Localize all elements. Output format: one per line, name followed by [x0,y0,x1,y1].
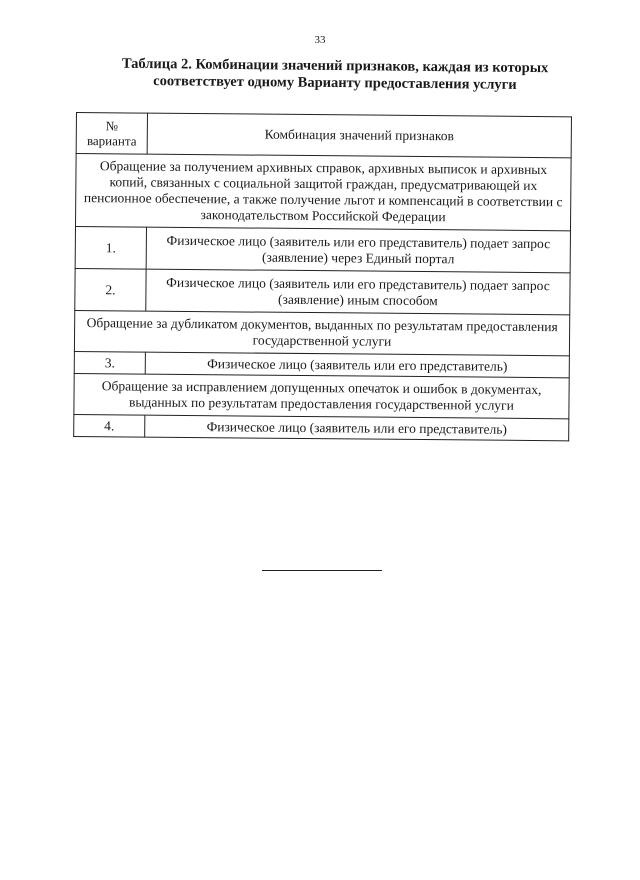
variant-description: Физическое лицо (заявитель или его представитель) [145,352,569,378]
table-row [75,268,570,314]
section-heading: Обращение за исправлением допущенных опечаток и ошибок в документах, выданных по результатам предоставления государственной услуги [74,373,569,418]
variant-number: 1. [75,227,146,270]
variant-description: Физическое лицо (заявитель или его представитель) [145,415,569,441]
section-heading: Обращение за дубликатом документов, выданных по результатам предоставления государственной услуги [74,310,569,355]
variant-description: Физическое лицо (заявитель или его представитель) подает запрос (заявление) через Единый портал [146,227,570,273]
header-variant-number: № варианта [76,113,147,155]
table-row [75,227,570,273]
table-row [74,414,569,440]
end-separator-line [262,570,382,571]
header-combination: Комбинация значений признаков [147,113,571,158]
section-row-archive-requests [76,154,572,231]
variant-number: 3. [74,351,145,374]
section-heading: Обращение за получением архивных справок, архивных выписок и архивных копий, связанных с социальной защитой граждан, предусматривающей их пенсионное обеспечение, а также получение льгот и компенсаций в соответствии с законодательством Российской Федерации [76,154,572,231]
table-header-row [76,113,571,158]
table-title: Таблица 2. Комбинации значений признаков, каждая из которых соответствует одному Варианту предоставления услуги [121,55,549,93]
section-row-duplicate [74,310,569,355]
variant-description: Физическое лицо (заявитель или его представитель) подает запрос (заявление) иным способом [146,269,570,315]
section-row-corrections [74,373,569,418]
variant-number: 4. [74,414,145,437]
variant-number: 2. [75,268,146,311]
variants-table [73,112,572,441]
page-number: 33 [314,34,326,46]
